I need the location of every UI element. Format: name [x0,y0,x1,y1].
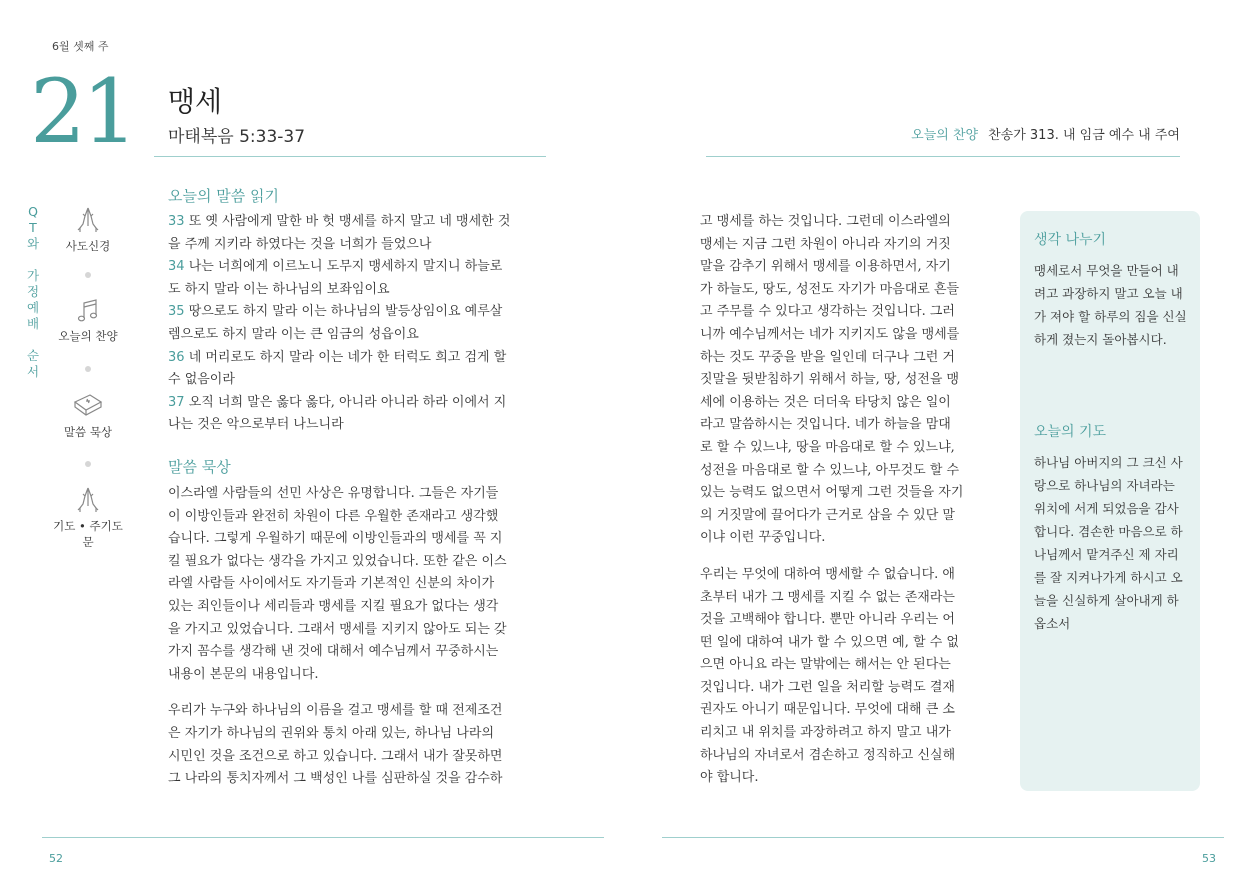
verse [168,211,546,256]
vertical-label-char: 서 [26,364,40,379]
verse [168,256,546,301]
sidebar-separator-dot [85,461,91,467]
text-line: 고 주무를 수 있다고 생각하는 것입니다. 그러 [700,304,955,320]
prayer-text [1034,451,1188,635]
vertical-label-char: 가 [26,268,40,283]
verse-line [168,414,546,437]
text-line: 이 이방인들과 완전히 차원이 다른 우월한 존재라고 생각했 [168,508,499,524]
text-line: 이스라엘 사람들의 선민 사상은 유명합니다. 그들은 자기들 [168,486,499,501]
text-line: 습니다. 그렇게 우월하기 때문에 이방인들과의 맹세를 꼭 지 [168,531,503,547]
text-line: 말을 감추기 위해서 맹세를 이용하면서, 자기 [700,259,951,275]
text-line: 려고 과장하지 말고 오늘 내 [1034,286,1183,301]
qt-order-vertical-label [26,204,40,380]
verse-number: 37 [168,394,189,410]
sidebar-item-label: 오늘의 찬양 [58,329,118,343]
verse-text: 나는 것은 악으로부터 나느니라 [168,417,344,433]
text-line: 늘을 신실하게 살아내게 하 [1034,593,1179,608]
vertical-label-char [26,252,40,268]
verse-line [168,256,546,279]
verse-line [168,347,546,370]
verse-line [168,211,546,234]
verse-text: 나는 너희에게 이르노니 도무지 맹세하지 말지니 하늘로 [188,259,503,275]
text-line: 성전을 마음대로 할 수 있느냐, 아무것도 할 수 [700,462,960,478]
verse-text: 수 없음이라 [168,372,235,388]
verse-line [168,279,546,302]
sidebar-separator-dot [85,366,91,372]
hymn-label: 오늘의 찬양 [911,128,979,143]
hymn-divider [706,156,1180,157]
text-line: 라고 말씀하시는 것입니다. 네가 하늘을 맘대 [700,417,951,433]
sidebar-item-creed [48,206,128,254]
meditation-heading: 말씀 묵상 [168,458,231,476]
page-number-left: 52 [49,852,63,865]
verse-line [168,234,546,257]
text-line: 가 져야 할 하루의 짐을 신실 [1034,309,1187,324]
bible-icon [72,392,104,420]
text-line: 은 자기가 하나님의 권위와 통치 아래 있는, 하나님 나라의 [168,725,495,741]
prayer-heading: 오늘의 기도 [1034,424,1107,440]
text-line: 옵소서 [1034,616,1071,631]
verse-number: 36 [168,349,189,365]
text-line: 우리는 무엇에 대하여 맹세할 수 없습니다. 애 [700,566,955,582]
verse-text: 오직 너희 말은 옳다 옳다, 아니라 아니라 하라 이에서 지 [188,394,507,410]
week-label: 6월 셋째 주 [52,40,109,53]
text-line: 랑으로 하나님의 자녀라는 [1034,478,1175,493]
verse-text: 을 주께 지키라 하였다는 것을 너희가 들었으나 [168,236,432,252]
text-line: 가지 꼼수를 생각해 낸 것에 대해서 예수님께서 꾸중하시는 [168,644,499,660]
footer-divider-right [662,837,1224,838]
verse-line [168,369,546,392]
verse-text: 도 하지 말라 이는 하나님의 보좌임이요 [168,281,390,297]
verse [168,392,546,437]
vertical-label-char: 배 [26,316,40,331]
vertical-label-char: T [29,220,37,235]
text-line: 가 하늘도, 땅도, 성전도 자기가 마음대로 흔들 [700,281,960,297]
text-line: 떤 일에 대하여 내가 할 수 있으면 예, 할 수 없 [700,634,959,650]
verse-number: 35 [168,304,189,320]
sidebar-item-meditation [48,392,128,440]
page-number-right: 53 [1202,852,1216,865]
text-line: 초부터 내가 그 맹세를 지킬 수 없는 존재라는 [700,589,955,605]
text-line: 것입니다. 내가 그런 일을 처리할 능력도 결재 [700,679,955,695]
paragraph [700,564,992,790]
share-text [1034,259,1188,351]
praying-hands-icon [74,486,102,514]
verse-line [168,301,546,324]
text-line: 내용이 본문의 내용입니다. [168,666,319,682]
verse-text: 네 머리로도 하지 말라 이는 네가 한 터럭도 희고 검게 할 [188,349,507,365]
text-line: 맹세로서 무엇을 만들어 내 [1034,263,1179,278]
text-line: 로 할 수 있느냐, 땅을 마음대로 할 수 있느냐, [700,439,955,455]
title-divider [154,156,546,157]
text-line: 를 잘 지켜나가게 하시고 오 [1034,570,1183,585]
vertical-label-char: Q [28,204,38,219]
text-line: 으면 아니요 라는 말밖에는 해서는 안 된다는 [700,657,951,673]
page-title: 맹세 [168,85,223,118]
music-note-icon [74,298,102,324]
sidebar-item-hymn [48,298,128,344]
text-line: 세에 이용하는 것은 더더욱 타당치 않은 일이 [700,394,951,410]
share-heading: 생각 나누기 [1034,232,1107,248]
day-number: 21 [30,60,134,163]
text-line: 맹세는 지금 그런 차원이 아니라 자기의 거짓 [700,236,951,252]
hymn-line [911,124,1180,143]
sidebar-item-label: 말씀 묵상 [63,425,113,439]
text-line: 시민인 것을 조건으로 하고 있습니다. 그래서 내가 잘못하면 [168,748,503,764]
text-line: 있는 능력도 없으면서 어떻게 그런 것들을 자기 [700,485,964,501]
sidebar-separator-dot [85,272,91,278]
vertical-label-char: 순 [26,348,40,363]
text-line: 야 합니다. [700,770,759,786]
praying-hands-icon [74,206,102,234]
verse-text: 렘으로도 하지 말라 이는 큰 임금의 성읍이요 [168,326,419,342]
text-line: 나님께서 맡겨주신 제 자리 [1034,547,1179,562]
vertical-label-char [26,332,40,348]
verse-list [168,211,546,437]
text-line: 위치에 서게 되었음을 감사 [1034,501,1179,516]
meditation-right-column [700,211,992,804]
sidebar-item-label: 사도신경 [65,239,111,253]
text-line: 있는 죄인들이나 세리들과 맹세를 지킬 필요가 없다는 생각 [168,598,499,614]
meditation-left-column [168,483,546,805]
verse-line [168,324,546,347]
text-line: 리치고 내 위치를 과장하려고 하지 말고 내가 [700,725,951,741]
vertical-label-char: 예 [26,300,40,315]
text-line: 우리가 누구와 하나님의 이름을 걸고 맹세를 할 때 전제조건 [168,703,503,719]
vertical-label-char: 정 [26,284,40,299]
text-line: 라엘 사람들 사이에서도 자기들과 기본적인 신분의 차이가 [168,576,495,592]
text-line: 짓말을 뒷받침하기 위해서 하늘, 땅, 성전을 맹 [700,372,960,388]
text-line: 권자도 아니기 때문입니다. 무엇에 대해 큰 소 [700,702,955,718]
text-line: 하나님 아버지의 그 크신 사 [1034,455,1183,470]
text-line: 하는 것도 꾸중을 받을 일인데 더구나 그런 거 [700,349,955,365]
text-line: 하나님의 자녀로서 겸손하고 정직하고 신실해 [700,747,956,763]
footer-divider-left [42,837,604,838]
text-line: 그 나라의 통치자께서 그 백성인 나를 심판하실 것을 감수하 [168,771,503,787]
sidebar-item-prayer [48,486,128,550]
paragraph [168,483,546,686]
reading-heading: 오늘의 말씀 읽기 [168,187,279,205]
paragraph [700,211,992,550]
verse-text: 땅으로도 하지 말라 이는 하나님의 발등상임이요 예루살 [188,304,503,320]
verse [168,301,546,346]
text-line: 것을 고백해야 합니다. 뿐만 아니라 우리는 어 [700,612,955,628]
text-line: 킬 필요가 없다는 생각을 가지고 있었습니다. 또한 같은 이스 [168,553,507,569]
paragraph [168,700,546,790]
vertical-label-char: 와 [26,236,40,251]
verse-number: 34 [168,259,189,275]
text-line: 니까 예수님께서는 네가 지키지도 않을 맹세를 [700,326,960,342]
sidebar-item-label: 기도 • 주기도문 [53,519,123,549]
text-line: 고 맹세를 하는 것입니다. 그런데 이스라엘의 [700,214,951,229]
verse-line [168,392,546,415]
verse [168,347,546,392]
text-line: 을 가지고 있었습니다. 그래서 맹세를 지키지 않아도 되는 갖 [168,621,507,637]
verse-number: 33 [168,214,189,229]
text-line: 하게 졌는지 돌아봅시다. [1034,332,1167,347]
text-line: 의 거짓말에 끌어다가 근거로 삼을 수 있단 말 [700,507,955,523]
reflection-box [1020,211,1200,791]
hymn-text: 찬송가 313. 내 임금 예수 내 주여 [988,128,1180,143]
verse-text: 또 옛 사람에게 말한 바 헛 맹세를 하지 말고 네 맹세한 것 [188,214,511,229]
text-line: 이냐 이런 꾸중입니다. [700,530,826,546]
text-line: 합니다. 겸손한 마음으로 하 [1034,524,1183,539]
scripture-reference: 마태복음 5:33-37 [168,127,306,147]
